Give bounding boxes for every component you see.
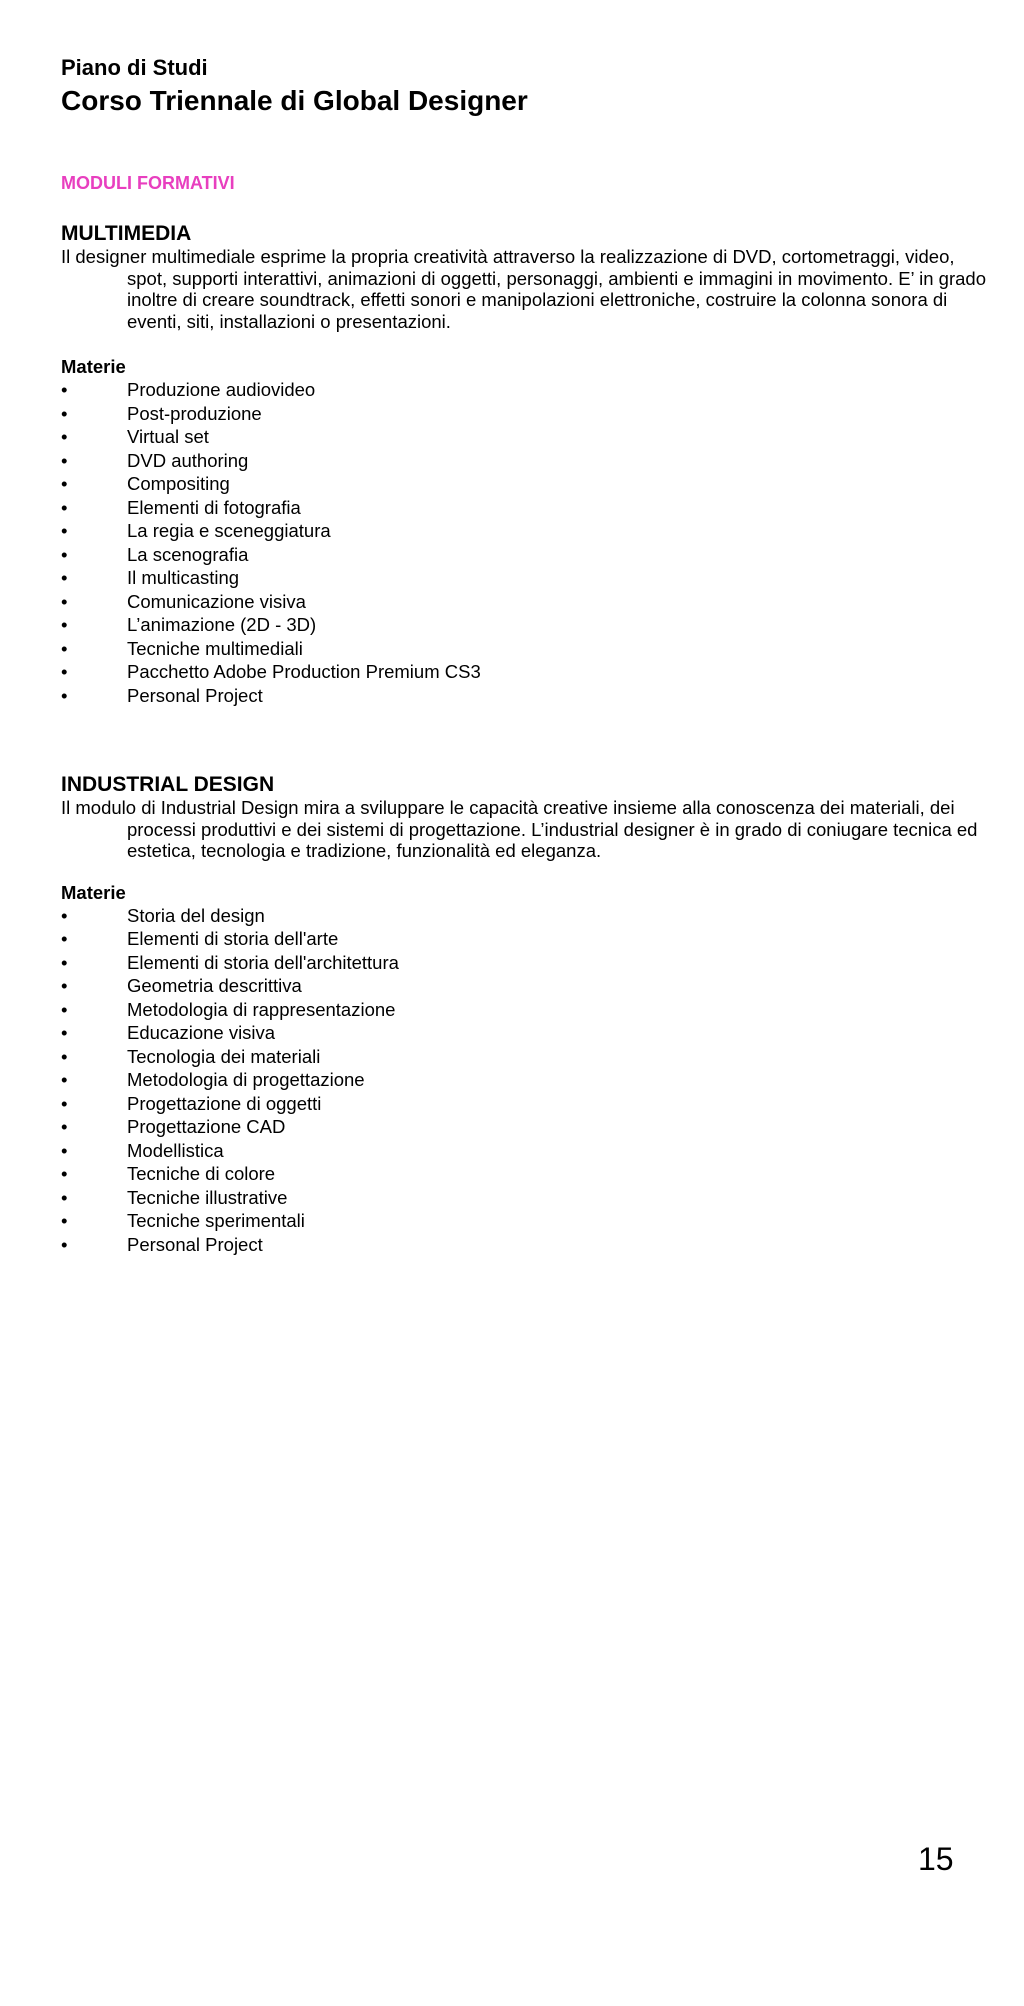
bullet-icon: • xyxy=(61,1186,68,1208)
list-item-label: Progettazione CAD xyxy=(127,1116,286,1137)
bullet-icon: • xyxy=(61,543,68,565)
page-number: 15 xyxy=(918,1841,954,1877)
list-item-label: Storia del design xyxy=(127,904,265,926)
section-title: MULTIMEDIA xyxy=(61,222,192,245)
bullet-icon: • xyxy=(61,661,68,682)
list-item-label: Produzione audiovideo xyxy=(127,379,316,400)
list-item-label: Personal Project xyxy=(127,1233,263,1255)
materie-title: Materie xyxy=(61,356,126,377)
bullet-icon: • xyxy=(61,1092,68,1114)
list-item-label: Progettazione di oggetti xyxy=(127,1092,322,1114)
spacer xyxy=(61,862,991,882)
bullet-icon: • xyxy=(61,975,68,996)
bullet-icon: • xyxy=(61,520,68,541)
list-item xyxy=(61,613,991,637)
list-item-label: Tecniche sperimentali xyxy=(127,1210,305,1231)
list-item-label: Personal Project xyxy=(127,684,263,706)
list-item xyxy=(61,543,991,567)
list-item-label: Il multicasting xyxy=(127,567,240,588)
section-description: Il designer multimediale esprime la propria creatività attraverso la realizzazione di DVD, cortometraggi, video, spot, supporti interattivi, animazioni di oggetti, personaggi, ambienti e immagini in movimento. E’ in grado inoltre di creare soundtrack, effetti sonori e manipolazioni elettroniche, costruire la colonna sonora di eventi, siti, installazioni o presentazioni. xyxy=(61,246,986,332)
list-item xyxy=(61,402,991,426)
list-item xyxy=(61,660,991,684)
list-item xyxy=(61,519,991,543)
bullet-icon: • xyxy=(61,426,68,447)
list-item xyxy=(61,637,991,661)
bullet-icon: • xyxy=(61,590,68,612)
list-item xyxy=(61,1045,991,1069)
list-item-label: DVD authoring xyxy=(127,449,249,471)
list-item-label: Tecniche illustrative xyxy=(127,1186,288,1208)
list-item-label: Geometria descrittiva xyxy=(127,975,302,996)
bullet-icon: • xyxy=(61,998,68,1020)
modules-label: MODULI FORMATIVI xyxy=(61,173,235,193)
bullet-icon: • xyxy=(61,473,68,494)
list-item xyxy=(61,496,991,520)
bullet-icon: • xyxy=(61,1116,68,1137)
list-item xyxy=(61,1068,991,1092)
list-item-label: Post-produzione xyxy=(127,402,262,424)
list-item-label: La regia e sceneggiatura xyxy=(127,520,331,541)
bullet-icon: • xyxy=(61,402,68,424)
section-multimedia xyxy=(61,222,991,707)
bullet-icon: • xyxy=(61,928,68,949)
list-item-label: Metodologia di progettazione xyxy=(127,1069,365,1090)
list-item xyxy=(61,1162,991,1186)
list-item-label: L’animazione (2D - 3D) xyxy=(127,614,317,635)
list-item-label: Comunicazione visiva xyxy=(127,590,306,612)
bullet-icon: • xyxy=(61,1045,68,1067)
bullet-icon: • xyxy=(61,1233,68,1255)
materie-title: Materie xyxy=(61,881,126,903)
list-item xyxy=(61,1186,991,1210)
materie-list xyxy=(61,378,991,707)
spacer xyxy=(61,332,991,356)
list-item xyxy=(61,927,991,951)
list-item xyxy=(61,1139,991,1163)
list-item xyxy=(61,1115,991,1139)
list-item xyxy=(61,425,991,449)
list-item xyxy=(61,1233,991,1257)
bullet-icon: • xyxy=(61,567,68,588)
materie-list xyxy=(61,904,991,1257)
list-item xyxy=(61,998,991,1022)
list-item-label: Tecnologia dei materiali xyxy=(127,1045,321,1067)
section-title: INDUSTRIAL DESIGN xyxy=(61,773,275,796)
bullet-icon: • xyxy=(61,1069,68,1090)
list-item xyxy=(61,1021,991,1045)
list-item-label: Elementi di storia dell'architettura xyxy=(127,951,399,973)
bullet-icon: • xyxy=(61,1139,68,1161)
list-item-label: Metodologia di rappresentazione xyxy=(127,998,396,1020)
list-item xyxy=(61,449,991,473)
document-subtitle: Piano di Studi xyxy=(61,55,208,80)
bullet-icon: • xyxy=(61,1210,68,1231)
section-description: Il modulo di Industrial Design mira a sviluppare le capacità creative insieme alla conoscenza dei materiali, dei processi produttivi e dei sistemi di progettazione. L’industrial designer è in grado di coniugare tecnica ed estetica, tecnologia e tradizione, funzionalità ed eleganza. xyxy=(61,797,978,861)
list-item-label: Tecniche di colore xyxy=(127,1163,276,1184)
bullet-icon: • xyxy=(61,1022,68,1043)
list-item xyxy=(61,472,991,496)
list-item-label: Tecniche multimediali xyxy=(127,637,303,659)
list-item xyxy=(61,566,991,590)
section-industrial-design xyxy=(61,773,991,1256)
document-title: Corso Triennale di Global Designer xyxy=(61,85,528,116)
list-item xyxy=(61,378,991,402)
list-item-label: Virtual set xyxy=(127,426,209,447)
bullet-icon: • xyxy=(61,904,68,926)
list-item-label: Modellistica xyxy=(127,1139,224,1161)
list-item-label: Elementi di fotografia xyxy=(127,496,301,518)
bullet-icon: • xyxy=(61,951,68,973)
list-item xyxy=(61,974,991,998)
list-item xyxy=(61,1092,991,1116)
bullet-icon: • xyxy=(61,449,68,471)
list-item-label: Educazione visiva xyxy=(127,1022,276,1043)
list-item xyxy=(61,904,991,928)
list-item xyxy=(61,684,991,708)
list-item-label: La scenografia xyxy=(127,543,249,565)
list-item-label: Elementi di storia dell'arte xyxy=(127,928,339,949)
list-item xyxy=(61,1209,991,1233)
bullet-icon: • xyxy=(61,637,68,659)
list-item-label: Pacchetto Adobe Production Premium CS3 xyxy=(127,661,481,682)
bullet-icon: • xyxy=(61,496,68,518)
list-item xyxy=(61,590,991,614)
bullet-icon: • xyxy=(61,1163,68,1184)
bullet-icon: • xyxy=(61,684,68,706)
bullet-icon: • xyxy=(61,379,68,400)
bullet-icon: • xyxy=(61,614,68,635)
list-item xyxy=(61,951,991,975)
list-item-label: Compositing xyxy=(127,473,230,494)
